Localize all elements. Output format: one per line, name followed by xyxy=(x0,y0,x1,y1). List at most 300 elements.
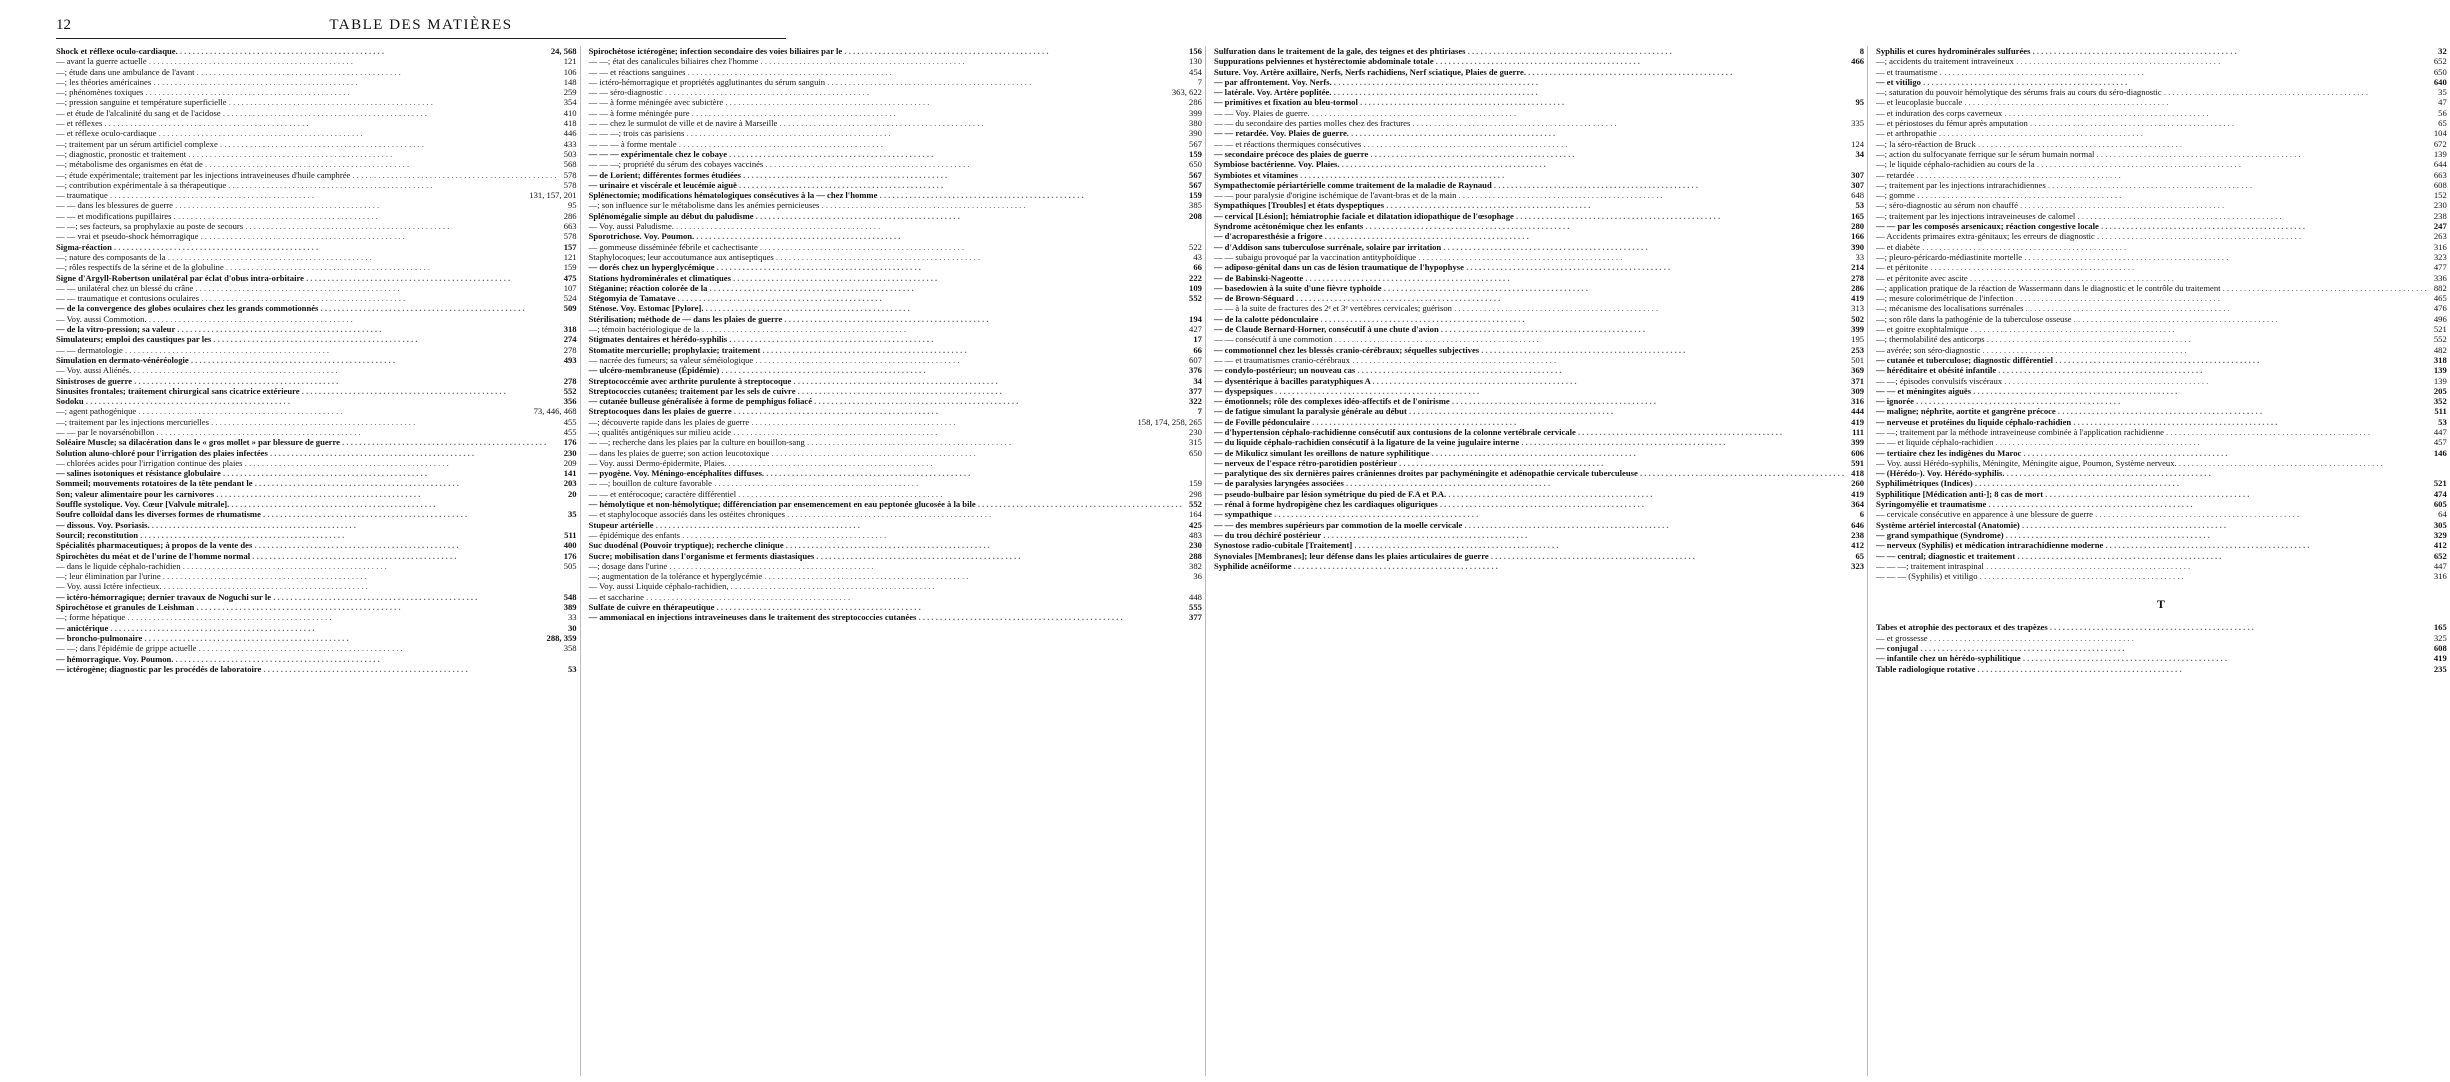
index-entry xyxy=(1214,417,1864,427)
entry-term: — traumatique . . . xyxy=(56,190,527,200)
entry-term: — gommeuse disséminée fébrile et cachectisante . . . xyxy=(589,242,1182,252)
index-entry xyxy=(1214,293,1864,303)
entry-term: —; traitement par les injections intrarachidiennes . . . xyxy=(1876,180,2427,190)
entry-page-ref: 465 xyxy=(2433,293,2447,304)
entry-page-ref: 568 xyxy=(563,159,577,170)
entry-term: — et traumatisme . . . xyxy=(1876,67,2427,77)
entry-page-ref: 157 xyxy=(563,241,577,252)
entry-term: Sommeil; mouvements rotatoires de la tête pendant le . . . xyxy=(56,478,557,488)
entry-term: — du trou déchiré postérieur . . . xyxy=(1214,530,1844,540)
entry-page-ref: 483 xyxy=(1189,529,1202,540)
entry-term: — — et traumatismes cranio-cérébraux . . . xyxy=(1214,355,1844,365)
entry-term: Syphilis et cures hydrominérales sulfurées . . . xyxy=(1876,46,2427,56)
entry-term: — et goitre exophtalmique . . . xyxy=(1876,324,2427,334)
entry-term: Soléaire Muscle; sa dilacération dans le « gros mollet » par blessure de guerre . . . xyxy=(56,437,557,447)
entry-term: —; la séro-réaction de Bruck . . . xyxy=(1876,139,2427,149)
entry-term: — latérale. Voy. Artère poplitée. . . . xyxy=(1214,87,1844,97)
entry-page-ref: 165 xyxy=(1851,210,1865,221)
index-entry xyxy=(56,314,577,324)
index-entry xyxy=(589,180,1202,190)
entry-page-ref: 648 xyxy=(1851,190,1865,201)
index-entry xyxy=(56,108,577,118)
index-entry xyxy=(589,262,1202,272)
entry-page-ref: 121 xyxy=(563,251,577,262)
entry-page-ref: 214 xyxy=(1851,262,1865,273)
index-entry xyxy=(56,458,577,468)
index-entry xyxy=(1876,437,2447,447)
entry-page-ref: 318 xyxy=(563,324,577,335)
index-entry xyxy=(1214,46,1864,56)
index-entry xyxy=(56,283,577,293)
entry-page-ref: 323 xyxy=(2433,251,2447,262)
entry-page-ref: 8 xyxy=(1859,46,1865,56)
entry-page-ref: 280 xyxy=(1851,221,1865,232)
entry-term: — de Mikulicz simulant les oreillons de nature syphilitique . . . xyxy=(1214,448,1844,458)
entry-term: — anictérique . . . xyxy=(56,623,557,633)
entry-term: — Voy. aussi Commotion. . . . xyxy=(56,314,557,324)
entry-term: — et péritonite avec ascite . . . xyxy=(1876,273,2427,283)
entry-term: — adiposo-génital dans un cas de lésion traumatique de l'hypophyse . . . xyxy=(1214,262,1844,272)
entry-page-ref: 247 xyxy=(2433,221,2447,232)
entry-page-ref: 640 xyxy=(2433,76,2447,87)
entry-term: Système artériel intercostal (Anatomie) . . . xyxy=(1876,520,2427,530)
entry-term: — broncho-pulmonaire . . . xyxy=(56,633,545,643)
entry-page-ref: 511 xyxy=(564,529,577,540)
index-entry xyxy=(1214,67,1864,77)
index-entry xyxy=(1876,262,2447,272)
entry-term: Syphilide acnéiforme . . . xyxy=(1214,561,1844,571)
entry-term: —; découverte rapide dans les plaies de guerre . . . xyxy=(589,417,1136,427)
entry-page-ref: 230 xyxy=(563,447,577,458)
entry-term: — — chez le surmulot de ville et de navire à Marseille . . . xyxy=(589,118,1182,128)
entry-page-ref: 418 xyxy=(563,118,577,129)
entry-page-ref: 325 xyxy=(2433,632,2447,643)
index-entry xyxy=(589,345,1202,355)
entry-page-ref: 455 xyxy=(563,416,577,427)
entry-page-ref: 158, 174, 258, 265 xyxy=(1137,416,1202,427)
index-entry xyxy=(1214,314,1864,324)
entry-page-ref: 380 xyxy=(1189,118,1202,129)
index-entry xyxy=(1214,221,1864,231)
index-entry xyxy=(1876,653,2447,663)
index-entry xyxy=(56,200,577,210)
entry-page-ref: 521 xyxy=(2433,478,2447,489)
entry-page-ref: 121 xyxy=(563,56,577,67)
index-entry xyxy=(1214,520,1864,530)
entry-term: Staphylocoques; leur accoutumance aux antiseptiques . . . xyxy=(589,252,1182,262)
index-entry xyxy=(1876,283,2447,293)
index-entry xyxy=(1876,314,2447,324)
index-entry xyxy=(56,602,577,612)
index-entry xyxy=(589,355,1202,365)
entry-term: — ulcéro-membraneuse (Épidémie) . . . xyxy=(589,365,1182,375)
entry-term: — Voy. aussi Paludisme. . . . xyxy=(589,221,1182,231)
entry-term: — ictérogène; diagnostic par les procédés de laboratoire . . . xyxy=(56,664,557,674)
entry-term: Syringomyélie et traumatisme . . . xyxy=(1876,499,2427,509)
entry-term: — dysentérique à bacilles paratyphiques A . . . xyxy=(1214,376,1844,386)
entry-term: —; étude dans une ambulance de l'avant . . . xyxy=(56,67,557,77)
entry-term: —; pleuro-péricardo-médiastinite mortelle . . . xyxy=(1876,252,2427,262)
entry-term: Tabes et atrophie des pectoraux et des trapèzes . . . xyxy=(1876,622,2427,632)
index-entry xyxy=(589,283,1202,293)
entry-term: — —; ses facteurs, sa prophylaxie au poste de secours . . . xyxy=(56,221,557,231)
index-entry xyxy=(1214,468,1864,478)
index-entry xyxy=(1876,540,2447,550)
entry-term: — dyspepsiques . . . xyxy=(1214,386,1844,396)
entry-term: — — par le novarsénobillon . . . xyxy=(56,427,557,437)
index-entry xyxy=(56,654,577,664)
entry-page-ref: 552 xyxy=(1189,499,1202,510)
entry-term: — paralytique des six dernières paires crâniennes droites par pachyméningite et adénopathie cervicale tuberculeuse . . . xyxy=(1214,468,1844,478)
entry-term: — de fatigue simulant la paralysie générale au début . . . xyxy=(1214,406,1844,416)
index-entry xyxy=(56,87,577,97)
entry-page-ref: 139 xyxy=(2433,148,2447,159)
entry-page-ref: 524 xyxy=(563,293,577,304)
index-entry xyxy=(1876,128,2447,138)
index-entry xyxy=(56,355,577,365)
index-entry xyxy=(1214,118,1864,128)
entry-page-ref: 253 xyxy=(1851,344,1865,355)
entry-term: —; traitement par les injections mercurielles . . . xyxy=(56,417,557,427)
entry-page-ref: 412 xyxy=(1851,540,1865,551)
index-entry xyxy=(589,77,1202,87)
column-4 xyxy=(1876,46,2450,1076)
entry-term: — de la vitro-pression; sa valeur . . . xyxy=(56,324,557,334)
entry-term: —; le liquide céphalo-rachidien au cours de la . . . xyxy=(1876,159,2427,169)
index-entry xyxy=(56,478,577,488)
index-entry xyxy=(1214,478,1864,488)
entry-page-ref: 316 xyxy=(2433,571,2447,582)
entry-page-ref: 578 xyxy=(563,169,577,180)
entry-term: — — retardée. Voy. Plaies de guerre. . . . xyxy=(1214,128,1844,138)
entry-term: — dissous. Voy. Psoriasis. . . . xyxy=(56,520,557,530)
index-entry xyxy=(1876,458,2447,468)
index-entry xyxy=(589,612,1202,622)
entry-term: —; étude expérimentale; traitement par les injections intraveineuses d'huile camphrée . . . xyxy=(56,170,557,180)
entry-page-ref: 307 xyxy=(1851,179,1865,190)
entry-term: Simulateurs; emploi des caustiques par les . . . xyxy=(56,334,557,344)
entry-page-ref: 329 xyxy=(2433,529,2447,540)
entry-page-ref: 474 xyxy=(2433,488,2447,499)
index-entry xyxy=(56,252,577,262)
column-1 xyxy=(56,46,581,1076)
entry-page-ref: 7 xyxy=(1197,76,1202,87)
index-entry xyxy=(1214,180,1864,190)
entry-term: — secondaire précoce des plaies de guerre . . . xyxy=(1214,149,1844,159)
entry-page-ref: 288, 359 xyxy=(546,632,577,643)
entry-page-ref: 552 xyxy=(1189,293,1202,304)
entry-page-ref: 466 xyxy=(1851,56,1865,67)
entry-term: —; gomme . . . xyxy=(1876,190,2427,200)
index-entry xyxy=(1876,139,2447,149)
index-entry xyxy=(589,273,1202,283)
index-entry xyxy=(1876,46,2447,56)
index-entry xyxy=(1876,386,2447,396)
index-entry xyxy=(589,468,1202,478)
index-entry xyxy=(589,561,1202,571)
index-entry xyxy=(1214,77,1864,87)
entry-term: — — et méningites aiguës . . . xyxy=(1876,386,2427,396)
entry-page-ref: 73, 446, 468 xyxy=(533,406,577,417)
entry-page-ref: 548 xyxy=(563,591,577,602)
entry-term: — basedowien à la suite d'une fièvre typhoïde . . . xyxy=(1214,283,1844,293)
entry-page-ref: 335 xyxy=(1851,118,1865,129)
index-entry xyxy=(589,139,1202,149)
entry-page-ref: 124 xyxy=(1851,138,1865,149)
index-entry xyxy=(56,345,577,355)
entry-term: — cutanée et tuberculose; diagnostic différentiel . . . xyxy=(1876,355,2427,365)
entry-term: Sympathectomie périartérielle comme traitement de la maladie de Raynaud . . . xyxy=(1214,180,1844,190)
entry-term: —; les théories américaines . . . xyxy=(56,77,557,87)
entry-page-ref: 352 xyxy=(2433,396,2447,407)
entry-term: — et saccharine . . . xyxy=(589,592,1182,602)
entry-term: — ictéro-hémorragique; dernier travaux de Noguchi sur le . . . xyxy=(56,592,557,602)
index-entry xyxy=(56,273,577,283)
entry-term: — et grossesse . . . xyxy=(1876,633,2427,643)
index-entry xyxy=(589,200,1202,210)
entry-term: Stigmates dentaires et hérédo-syphilis . . . xyxy=(589,334,1182,344)
entry-term: — rénal à forme hydropigène chez les cardiaques oliguriques . . . xyxy=(1214,499,1844,509)
entry-term: —; mesure colorimétrique de l'infection . . . xyxy=(1876,293,2427,303)
entry-term: — — des membres supérieurs par commotion de la moelle cervicale . . . xyxy=(1214,520,1844,530)
entry-term: Symbiotes et vitamines . . . xyxy=(1214,170,1844,180)
entry-term: — chlorées acides pour l'irrigation continue des plaies . . . xyxy=(56,458,557,468)
entry-term: Streptococcémie avec arthrite purulente à streptocoque . . . xyxy=(589,376,1182,386)
entry-page-ref: 47 xyxy=(2438,97,2447,108)
index-entry xyxy=(56,643,577,653)
index-entry xyxy=(589,448,1202,458)
index-entry xyxy=(56,561,577,571)
entry-page-ref: 410 xyxy=(563,107,577,118)
index-entry xyxy=(589,46,1202,56)
index-entry xyxy=(589,128,1202,138)
entry-term: — Voy. aussi Aliénés. . . . xyxy=(56,365,557,375)
index-entry xyxy=(1876,334,2447,344)
entry-term: — — et liquide céphalo-rachidien . . . xyxy=(1876,437,2427,447)
entry-term: Sigma-réaction . . . xyxy=(56,242,557,252)
index-entry xyxy=(1876,170,2447,180)
entry-page-ref: 208 xyxy=(1189,210,1202,221)
entry-term: — hémorragique. Voy. Poumon. . . . xyxy=(56,654,557,664)
entry-page-ref: 447 xyxy=(2433,426,2447,437)
entry-page-ref: 166 xyxy=(1851,231,1865,242)
entry-page-ref: 32 xyxy=(2438,46,2447,56)
entry-page-ref: 30 xyxy=(568,622,577,633)
index-entry xyxy=(1876,242,2447,252)
index-entry xyxy=(56,571,577,581)
index-entry xyxy=(589,499,1202,509)
entry-page-ref: 501 xyxy=(1851,354,1865,365)
entry-page-ref: 315 xyxy=(1189,437,1202,448)
entry-term: — — et réactions thermiques consécutives . . . xyxy=(1214,139,1844,149)
entry-term: — d'acroparesthésie a frigore . . . xyxy=(1214,231,1844,241)
entry-page-ref: 578 xyxy=(563,231,577,242)
index-entry xyxy=(1876,520,2447,530)
index-entry xyxy=(1876,190,2447,200)
entry-page-ref: 650 xyxy=(1189,159,1202,170)
entry-term: Sulfate de cuivre en thérapeutique . . . xyxy=(589,602,1182,612)
entry-page-ref: 455 xyxy=(563,426,577,437)
index-entry xyxy=(1214,283,1864,293)
entry-term: Suture. Voy. Artère axillaire, Nerfs, Nerfs rachidiens, Nerf sciatique, Plaies de guerre. . . . xyxy=(1214,67,1844,77)
index-entry xyxy=(1214,376,1864,386)
index-entry xyxy=(1214,386,1864,396)
entry-page-ref: 605 xyxy=(2433,499,2447,510)
index-entry xyxy=(1876,561,2447,571)
index-entry xyxy=(1876,571,2447,581)
entry-page-ref: 130 xyxy=(1189,56,1202,67)
section-letter: T xyxy=(2156,597,2166,612)
entry-term: —; son rôle dans la pathogénie de la tuberculose osseuse . . . xyxy=(1876,314,2427,324)
index-entry xyxy=(589,159,1202,169)
index-entry xyxy=(589,417,1202,427)
entry-page-ref: 131, 157, 201 xyxy=(529,190,577,201)
entry-page-ref: 608 xyxy=(2433,643,2447,654)
entry-term: —; séro-diagnostic au sérum non chauffé . . . xyxy=(1876,200,2427,210)
entry-term: — — —; trois cas parisiens . . . xyxy=(589,128,1182,138)
entry-page-ref: 503 xyxy=(563,148,577,159)
index-entry xyxy=(1214,170,1864,180)
entry-page-ref: 238 xyxy=(2433,210,2447,221)
entry-term: Syphilimétriques (Indices) . . . xyxy=(1876,478,2427,488)
entry-term: Syphilitique [Médication anti-]; 8 cas de mort . . . xyxy=(1876,489,2427,499)
entry-page-ref: 607 xyxy=(1189,354,1202,365)
index-entry xyxy=(589,509,1202,519)
entry-page-ref: 259 xyxy=(563,87,577,98)
index-entry xyxy=(1214,324,1864,334)
index-entry xyxy=(1214,509,1864,519)
index-entry xyxy=(56,170,577,180)
entry-page-ref: 390 xyxy=(1851,241,1865,252)
index-entry xyxy=(1876,468,2447,478)
index-entry xyxy=(56,67,577,77)
entry-term: — de Foville pédonculaire . . . xyxy=(1214,417,1844,427)
entry-term: —; son influence sur le métabolisme dans les anémies pernicieuses . . . xyxy=(589,200,1182,210)
entry-page-ref: 457 xyxy=(2433,437,2447,448)
index-entry xyxy=(589,87,1202,97)
index-entry xyxy=(1214,200,1864,210)
index-entry xyxy=(56,520,577,530)
entry-term: Sténose. Voy. Estomac [Pylore]. . . . xyxy=(589,303,1182,313)
index-entry xyxy=(589,118,1202,128)
entry-page-ref: 363, 622 xyxy=(1171,87,1202,98)
entry-term: — primitives et fixation au bleu-tormol . . . xyxy=(1214,97,1844,107)
entry-page-ref: 318 xyxy=(2433,354,2447,365)
entry-term: — et étude de l'alcalinité du sang et de l'acidose . . . xyxy=(56,108,557,118)
index-entry xyxy=(589,293,1202,303)
index-entry xyxy=(589,108,1202,118)
index-entry xyxy=(1876,345,2447,355)
entry-page-ref: 148 xyxy=(563,76,577,87)
index-entry xyxy=(589,170,1202,180)
index-entry xyxy=(1876,448,2447,458)
index-entry xyxy=(589,551,1202,561)
entry-page-ref: 652 xyxy=(2433,550,2447,561)
entry-term: Sulfuration dans le traitement de la gale, des teignes et des phtiriases . . . xyxy=(1214,46,1844,56)
index-entry xyxy=(56,231,577,241)
index-entry xyxy=(589,489,1202,499)
entry-term: Spécialités pharmaceutiques; à propos de la vente des . . . xyxy=(56,540,557,550)
entry-term: Synoviales [Membranes]; leur défense dans les plaies articulaires de guerre . . . xyxy=(1214,551,1844,561)
index-entry xyxy=(589,540,1202,550)
index-entry xyxy=(589,211,1202,221)
entry-term: Shock et réflexe oculo-cardiaque. . . . xyxy=(56,46,549,56)
index-entry xyxy=(56,262,577,272)
entry-page-ref: 475 xyxy=(563,272,577,283)
column-3 xyxy=(1214,46,1868,1076)
entry-term: Sodoku . . . xyxy=(56,396,557,406)
entry-page-ref: 35 xyxy=(2438,87,2447,98)
index-entry xyxy=(1214,458,1864,468)
entry-term: —; leur élimination par l'urine . . . xyxy=(56,571,557,581)
entry-term: —; saturation du pouvoir hémolytique des sérums frais au cours du séro-diagnostic . . . xyxy=(1876,87,2427,97)
entry-page-ref: 505 xyxy=(563,560,577,571)
index-entry xyxy=(1876,417,2447,427)
entry-page-ref: 33 xyxy=(568,612,577,623)
index-entry xyxy=(1876,664,2447,674)
entry-term: —; augmentation de la tolérance et hyperglycémie . . . xyxy=(589,571,1182,581)
entry-page-ref: 56 xyxy=(2438,107,2447,118)
entry-term: — avérée; son séro-diagnostic . . . xyxy=(1876,345,2427,355)
entry-term: —; action du sulfocyanate ferrique sur le sérum humain normal . . . xyxy=(1876,149,2427,159)
column-2 xyxy=(589,46,1206,1076)
entry-page-ref: 511 xyxy=(2434,406,2447,417)
index-entry xyxy=(56,448,577,458)
entry-term: — épidémique des enfants . . . xyxy=(589,530,1182,540)
entry-page-ref: 35 xyxy=(568,509,577,520)
index-entry xyxy=(1214,448,1864,458)
entry-term: Splénomégalie simple au début du paludisme . . . xyxy=(589,211,1182,221)
index-entry xyxy=(1876,489,2447,499)
entry-page-ref: 371 xyxy=(1851,375,1865,386)
index-entry xyxy=(1214,499,1864,509)
entry-term: —; qualités antigéniques sur milieu acide . . . xyxy=(589,427,1182,437)
entry-term: — ammoniacal en injections intraveineuses dans le traitement des streptococcies cutanées . . . xyxy=(589,612,1182,622)
index-entry xyxy=(1876,211,2447,221)
entry-page-ref: 313 xyxy=(1851,303,1865,314)
index-entry xyxy=(1876,56,2447,66)
entry-term: — tertiaire chez les indigènes du Maroc . . . xyxy=(1876,448,2427,458)
index-entry xyxy=(1876,427,2447,437)
entry-term: Stéganine; réaction colorée de la . . . xyxy=(589,283,1182,293)
entry-term: — — Voy. Plaies de guerre. . . . xyxy=(1214,108,1844,118)
entry-page-ref: 106 xyxy=(563,66,577,77)
entry-term: Sinistroses de guerre . . . xyxy=(56,376,557,386)
entry-page-ref: 390 xyxy=(1189,128,1202,139)
entry-term: — Voy. aussi Liquide céphalo-rachidien, . . . xyxy=(589,581,1182,591)
entry-term: Sporotrichose. Voy. Poumon. . . . xyxy=(589,231,1182,241)
entry-term: — grand sympathique (Syndrome) . . . xyxy=(1876,530,2427,540)
entry-page-ref: 238 xyxy=(1851,529,1865,540)
entry-term: — — par les composés arsenicaux; réaction congestive locale . . . xyxy=(1876,221,2427,231)
entry-term: — pseudo-bulbaire par lésion symétrique du pied de F.A et P.A. . . . xyxy=(1214,489,1844,499)
index-entry xyxy=(589,252,1202,262)
index-entry xyxy=(56,190,577,200)
index-entry xyxy=(56,293,577,303)
index-entry xyxy=(589,581,1202,591)
entry-page-ref: 66 xyxy=(1193,262,1202,273)
index-entry xyxy=(1876,97,2447,107)
index-entry xyxy=(1214,303,1864,313)
entry-term: — —; bouillon de culture favorable . . . xyxy=(589,478,1182,488)
index-entry xyxy=(589,242,1202,252)
index-entry xyxy=(1214,540,1864,550)
index-entry xyxy=(1876,633,2447,643)
entry-page-ref: 354 xyxy=(563,97,577,108)
index-entry xyxy=(1876,376,2447,386)
entry-page-ref: 307 xyxy=(1851,169,1865,180)
entry-page-ref: 146 xyxy=(2433,447,2447,458)
